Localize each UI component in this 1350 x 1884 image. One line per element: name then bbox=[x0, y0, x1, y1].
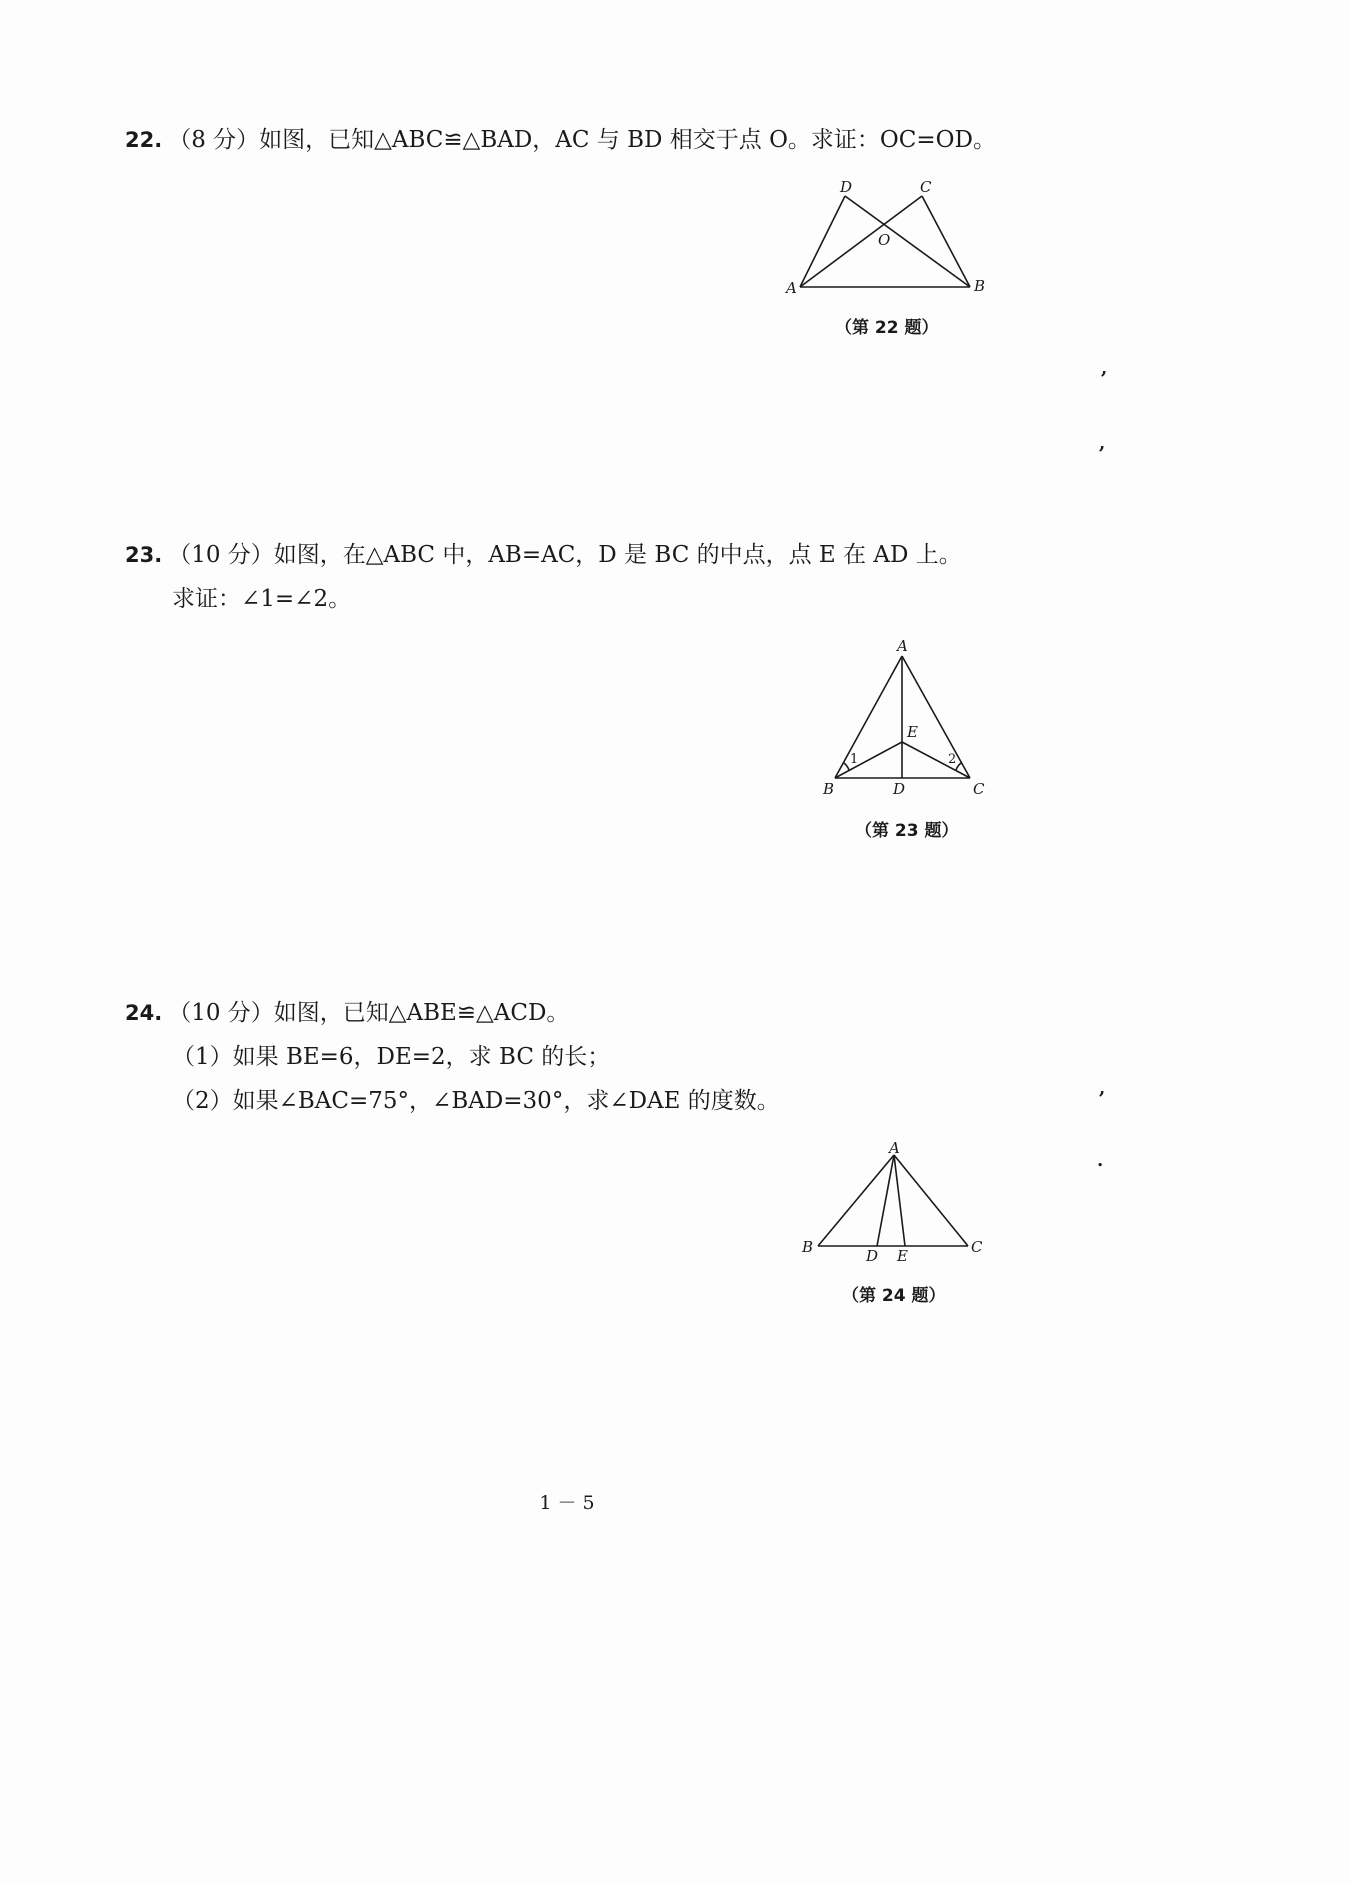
figure-23-caption: （第 23 题） bbox=[855, 821, 959, 841]
angle-1-arc bbox=[844, 763, 849, 770]
question-text: （8 分）如图，已知△ABC≌△BAD，AC 与 BD 相交于点 O。求证：OC=OD。 bbox=[168, 127, 996, 153]
question-24-part2: （2）如果∠BAC=75°，∠BAD=30°，求∠DAE 的度数。 bbox=[172, 1088, 780, 1114]
label-angle-1: 1 bbox=[850, 752, 859, 767]
figure-24 bbox=[801, 1139, 983, 1265]
label-c: C bbox=[920, 178, 932, 196]
margin-mark: , bbox=[1099, 1078, 1106, 1099]
question-text: （10 分）如图，已知△ABE≌△ACD。 bbox=[168, 1000, 570, 1026]
label-angle-2: 2 bbox=[948, 752, 957, 767]
question-number: 23. bbox=[125, 543, 163, 567]
label-c: C bbox=[973, 780, 985, 798]
label-d: D bbox=[840, 178, 853, 196]
label-b: B bbox=[974, 277, 986, 295]
segment-ad bbox=[800, 196, 845, 287]
label-a: A bbox=[897, 637, 908, 655]
label-e: E bbox=[907, 723, 918, 741]
margin-mark: , bbox=[1099, 433, 1106, 454]
segment-ad bbox=[877, 1155, 894, 1246]
angle-2-arc bbox=[956, 763, 961, 770]
label-d: D bbox=[893, 780, 906, 798]
label-d: D bbox=[866, 1247, 879, 1265]
segment-bd bbox=[845, 196, 970, 287]
margin-mark: . bbox=[1097, 1150, 1104, 1171]
segment-ac bbox=[800, 196, 922, 287]
question-number: 22. bbox=[125, 128, 163, 152]
figure-22 bbox=[784, 178, 985, 297]
question-number: 24. bbox=[125, 1001, 163, 1025]
label-e: E bbox=[897, 1247, 908, 1265]
label-o: O bbox=[878, 231, 891, 249]
segment-ac bbox=[894, 1155, 968, 1246]
figure-24-caption: （第 24 题） bbox=[842, 1286, 946, 1306]
label-b: B bbox=[802, 1238, 814, 1256]
label-a: A bbox=[786, 279, 797, 297]
segment-bc bbox=[922, 196, 970, 287]
label-b: B bbox=[823, 780, 835, 798]
question-23-line2: 求证：∠1=∠2。 bbox=[172, 586, 352, 612]
label-a: A bbox=[889, 1139, 900, 1157]
segment-ae bbox=[894, 1155, 905, 1246]
page-number: 1 － 5 bbox=[539, 1492, 595, 1514]
question-24-part1: （1）如果 BE=6，DE=2，求 BC 的长； bbox=[172, 1044, 611, 1070]
figure-23 bbox=[822, 637, 985, 798]
label-c: C bbox=[971, 1238, 983, 1256]
segment-ab bbox=[818, 1155, 894, 1246]
margin-mark: , bbox=[1101, 358, 1108, 379]
question-text: （10 分）如图，在△ABC 中，AB=AC，D 是 BC 的中点，点 E 在 AD 上。 bbox=[168, 542, 962, 568]
figure-22-caption: （第 22 题） bbox=[835, 318, 939, 338]
